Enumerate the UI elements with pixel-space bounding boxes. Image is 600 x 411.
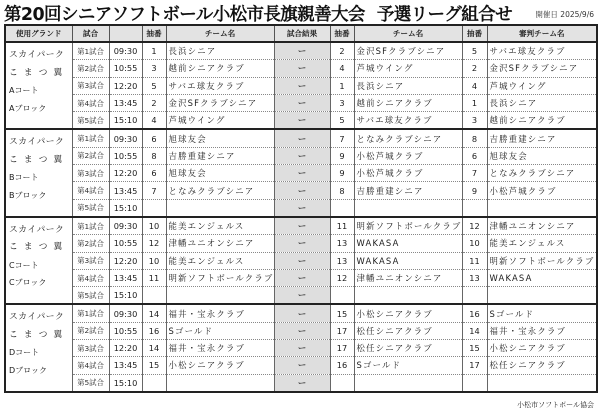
draw-number-2: 1 <box>330 77 354 94</box>
game-result: ー <box>274 217 330 235</box>
col-header-time <box>109 25 142 42</box>
draw-number-2: 16 <box>330 357 354 374</box>
team-1 <box>166 287 274 305</box>
col-header-game: 試合 <box>72 25 109 42</box>
team-1: Sゴールド <box>166 322 274 339</box>
draw-number-2: 7 <box>330 129 354 147</box>
umpire-team: 芦城ウイング <box>487 77 597 94</box>
table-row <box>5 269 597 286</box>
game-label: 第3試合 <box>72 165 109 182</box>
table-row <box>5 182 597 199</box>
umpire-draw-number: 14 <box>462 322 487 339</box>
court-label: Cコート <box>9 260 39 270</box>
table-row <box>5 217 597 235</box>
block-label: Aブロック <box>9 103 47 113</box>
team-2: 金沢SFクラブシニア <box>354 42 462 60</box>
game-time: 09:30 <box>109 217 142 235</box>
game-time: 15:10 <box>109 199 142 217</box>
ground-subname: こまつ翼 <box>9 242 69 253</box>
game-label: 第5試合 <box>72 287 109 305</box>
game-label: 第1試合 <box>72 129 109 147</box>
draw-number-1: 14 <box>142 340 166 357</box>
ground-subname: こまつ翼 <box>9 67 69 78</box>
col-header-team1: チーム名 <box>166 25 274 42</box>
team-1: 旭球友会 <box>166 129 274 147</box>
game-time: 12:20 <box>109 77 142 94</box>
draw-number-2: 9 <box>330 165 354 182</box>
col-header-team2: チーム名 <box>354 25 462 42</box>
game-label: 第5試合 <box>72 374 109 392</box>
draw-number-2: 13 <box>330 252 354 269</box>
umpire-team: Sゴールド <box>487 304 597 322</box>
game-result: ー <box>274 304 330 322</box>
umpire-draw-number: 8 <box>462 129 487 147</box>
game-time: 13:45 <box>109 357 142 374</box>
team-1: 金沢SFクラブシニア <box>166 94 274 111</box>
team-1: 小松シニアクラブ <box>166 357 274 374</box>
game-result: ー <box>274 287 330 305</box>
umpire-draw-number: 7 <box>462 165 487 182</box>
team-2: 松任シニアクラブ <box>354 340 462 357</box>
table-row <box>5 60 597 77</box>
game-result: ー <box>274 357 330 374</box>
draw-number-2 <box>330 199 354 217</box>
game-time: 15:10 <box>109 287 142 305</box>
game-label: 第5試合 <box>72 112 109 130</box>
table-row <box>5 252 597 269</box>
umpire-team: 明新ソフトボールクラブ <box>487 252 597 269</box>
draw-number-2: 3 <box>330 94 354 111</box>
ground-name: スカイパーク <box>9 312 65 323</box>
table-row <box>5 340 597 357</box>
game-time: 15:10 <box>109 374 142 392</box>
game-result: ー <box>274 94 330 111</box>
umpire-draw-number: 11 <box>462 252 487 269</box>
ground-cell <box>5 217 72 304</box>
draw-number-1: 10 <box>142 252 166 269</box>
court-label: Dコート <box>9 348 40 358</box>
umpire-team: 長浜シニア <box>487 94 597 111</box>
page-title <box>4 1 512 26</box>
team-2: 津幡ユニオンシニア <box>354 269 462 286</box>
game-label: 第2試合 <box>72 60 109 77</box>
table-row <box>5 165 597 182</box>
table-row <box>5 129 597 147</box>
game-result: ー <box>274 199 330 217</box>
umpire-draw-number: 4 <box>462 77 487 94</box>
team-2: 明新ソフトボールクラブ <box>354 217 462 235</box>
team-2 <box>354 374 462 392</box>
ground-subname: こまつ翼 <box>9 154 69 165</box>
table-row <box>5 304 597 322</box>
draw-number-1: 4 <box>142 112 166 130</box>
game-label: 第4試合 <box>72 94 109 111</box>
draw-number-1: 7 <box>142 182 166 199</box>
game-label: 第1試合 <box>72 304 109 322</box>
game-time: 10:55 <box>109 235 142 252</box>
umpire-draw-number: 12 <box>462 217 487 235</box>
draw-number-1: 6 <box>142 165 166 182</box>
team-1: 越前シニアクラブ <box>166 60 274 77</box>
team-1: となみクラブシニア <box>166 182 274 199</box>
umpire-draw-number <box>462 374 487 392</box>
game-time: 09:30 <box>109 129 142 147</box>
umpire-team <box>487 374 597 392</box>
draw-number-1: 6 <box>142 129 166 147</box>
team-1 <box>166 199 274 217</box>
umpire-draw-number: 10 <box>462 235 487 252</box>
game-label: 第2試合 <box>72 147 109 164</box>
umpire-team: 小松シニアクラブ <box>487 340 597 357</box>
game-label: 第4試合 <box>72 182 109 199</box>
team-1: 福井・宝永クラブ <box>166 304 274 322</box>
game-time: 10:55 <box>109 60 142 77</box>
team-1: 長浜シニア <box>166 42 274 60</box>
draw-number-2 <box>330 287 354 305</box>
team-1: 吉勝重建シニア <box>166 147 274 164</box>
ground-cell <box>5 304 72 391</box>
game-result: ー <box>274 252 330 269</box>
team-1: 福井・宝永クラブ <box>166 340 274 357</box>
team-2: 芦城ウイング <box>354 60 462 77</box>
draw-number-2 <box>330 374 354 392</box>
draw-number-2: 15 <box>330 304 354 322</box>
team-1: 能美エンジェルス <box>166 252 274 269</box>
game-result: ー <box>274 165 330 182</box>
umpire-draw-number: 9 <box>462 182 487 199</box>
umpire-team: 吉勝重建シニア <box>487 129 597 147</box>
team-2: となみクラブシニア <box>354 129 462 147</box>
draw-number-2: 9 <box>330 147 354 164</box>
draw-number-1 <box>142 199 166 217</box>
game-time: 12:20 <box>109 165 142 182</box>
umpire-team: サバエ球友クラブ <box>487 42 597 60</box>
umpire-draw-number: 13 <box>462 269 487 286</box>
table-row <box>5 77 597 94</box>
team-2: 小松芦城クラブ <box>354 165 462 182</box>
game-time: 12:20 <box>109 252 142 269</box>
organizer-credit: 小松市ソフトボール協会 <box>517 401 594 409</box>
game-result: ー <box>274 182 330 199</box>
umpire-team: 福井・宝永クラブ <box>487 322 597 339</box>
event-date: 開催日 2025/9/6 <box>535 10 594 19</box>
team-2: 松任シニアクラブ <box>354 322 462 339</box>
table-row <box>5 112 597 130</box>
game-result: ー <box>274 269 330 286</box>
team-1 <box>166 374 274 392</box>
col-header-draw-umpire: 抽番 <box>462 25 487 42</box>
umpire-team: 越前シニアクラブ <box>487 112 597 130</box>
draw-number-1: 3 <box>142 60 166 77</box>
table-row <box>5 235 597 252</box>
team-2: 吉勝重建シニア <box>354 182 462 199</box>
game-result: ー <box>274 129 330 147</box>
draw-number-1: 16 <box>142 322 166 339</box>
block-label: Dブロック <box>9 365 47 375</box>
game-time: 15:10 <box>109 112 142 130</box>
court-label: Aコート <box>9 86 39 95</box>
game-label: 第2試合 <box>72 322 109 339</box>
team-2: 長浜シニア <box>354 77 462 94</box>
tournament-title: 第20回シニアソフトボール小松市長旗親善大会 <box>4 5 365 25</box>
col-header-result: 試合結果 <box>274 25 330 42</box>
draw-number-1: 14 <box>142 304 166 322</box>
game-label: 第3試合 <box>72 77 109 94</box>
game-time: 09:30 <box>109 304 142 322</box>
page-subtitle: 予選リーグ組合せ <box>376 5 513 25</box>
umpire-draw-number: 17 <box>462 357 487 374</box>
umpire-team <box>487 287 597 305</box>
ground-name: スカイパーク <box>9 50 65 60</box>
game-label: 第3試合 <box>72 340 109 357</box>
game-label: 第5試合 <box>72 199 109 217</box>
table-row <box>5 374 597 392</box>
draw-number-2: 12 <box>330 269 354 286</box>
game-result: ー <box>274 112 330 130</box>
team-1: 芦城ウイング <box>166 112 274 130</box>
umpire-draw-number: 3 <box>462 112 487 130</box>
table-header-row <box>5 25 597 42</box>
game-result: ー <box>274 340 330 357</box>
table-row <box>5 42 597 60</box>
team-1: 明新ソフトボールクラブ <box>166 269 274 286</box>
schedule-table <box>4 24 598 393</box>
court-label: Bコート <box>9 173 39 183</box>
game-time: 12:20 <box>109 340 142 357</box>
draw-number-1: 10 <box>142 217 166 235</box>
ground-name: スカイパーク <box>9 224 65 235</box>
draw-number-1: 1 <box>142 42 166 60</box>
umpire-team: 旭球友会 <box>487 147 597 164</box>
col-header-draw2: 抽番 <box>330 25 354 42</box>
team-2: WAKASA <box>354 235 462 252</box>
umpire-team: 能美エンジェルス <box>487 235 597 252</box>
game-time: 09:30 <box>109 42 142 60</box>
umpire-draw-number <box>462 199 487 217</box>
umpire-team: となみクラブシニア <box>487 165 597 182</box>
team-2: 越前シニアクラブ <box>354 94 462 111</box>
umpire-draw-number: 2 <box>462 60 487 77</box>
game-result: ー <box>274 235 330 252</box>
team-2: 小松シニアクラブ <box>354 304 462 322</box>
draw-number-1: 11 <box>142 269 166 286</box>
draw-number-1: 15 <box>142 357 166 374</box>
umpire-team: 金沢SFクラブシニア <box>487 60 597 77</box>
col-header-umpire-team: 審判チーム名 <box>487 25 597 42</box>
draw-number-2: 4 <box>330 60 354 77</box>
umpire-draw-number: 6 <box>462 147 487 164</box>
game-time: 10:55 <box>109 147 142 164</box>
game-label: 第1試合 <box>72 42 109 60</box>
draw-number-2: 17 <box>330 340 354 357</box>
draw-number-1: 2 <box>142 94 166 111</box>
draw-number-1 <box>142 287 166 305</box>
draw-number-2: 13 <box>330 235 354 252</box>
table-row <box>5 357 597 374</box>
umpire-team: 松任シニアクラブ <box>487 357 597 374</box>
col-header-ground: 使用グランド <box>5 25 72 42</box>
game-result: ー <box>274 147 330 164</box>
draw-number-2: 8 <box>330 182 354 199</box>
umpire-draw-number: 1 <box>462 94 487 111</box>
game-result: ー <box>274 322 330 339</box>
block-label: Cブロック <box>9 278 47 288</box>
game-label: 第4試合 <box>72 269 109 286</box>
umpire-team: WAKASA <box>487 269 597 286</box>
umpire-draw-number: 16 <box>462 304 487 322</box>
ground-name: スカイパーク <box>9 137 65 148</box>
team-2: 小松芦城クラブ <box>354 147 462 164</box>
ground-cell <box>5 129 72 216</box>
draw-number-2: 5 <box>330 112 354 130</box>
team-1: 能美エンジェルス <box>166 217 274 235</box>
game-result: ー <box>274 374 330 392</box>
table-row <box>5 94 597 111</box>
draw-number-1 <box>142 374 166 392</box>
table-row <box>5 147 597 164</box>
umpire-draw-number <box>462 287 487 305</box>
game-time: 13:45 <box>109 269 142 286</box>
block-label: Bブロック <box>9 190 47 200</box>
game-time: 13:45 <box>109 94 142 111</box>
draw-number-1: 5 <box>142 77 166 94</box>
umpire-team: 津幡ユニオンシニア <box>487 217 597 235</box>
team-2: サバエ球友クラブ <box>354 112 462 130</box>
ground-subname: こまつ翼 <box>9 329 69 340</box>
umpire-team <box>487 199 597 217</box>
draw-number-2: 17 <box>330 322 354 339</box>
table-row <box>5 322 597 339</box>
draw-number-1: 8 <box>142 147 166 164</box>
game-time: 13:45 <box>109 182 142 199</box>
draw-number-2: 2 <box>330 42 354 60</box>
col-header-draw1: 抽番 <box>142 25 166 42</box>
draw-number-1: 12 <box>142 235 166 252</box>
team-1: サバエ球友クラブ <box>166 77 274 94</box>
team-2 <box>354 199 462 217</box>
game-result: ー <box>274 77 330 94</box>
umpire-draw-number: 5 <box>462 42 487 60</box>
team-1: 旭球友会 <box>166 165 274 182</box>
game-result: ー <box>274 42 330 60</box>
table-row <box>5 287 597 305</box>
team-2: WAKASA <box>354 252 462 269</box>
game-label: 第1試合 <box>72 217 109 235</box>
game-time: 10:55 <box>109 322 142 339</box>
game-result: ー <box>274 60 330 77</box>
umpire-draw-number: 15 <box>462 340 487 357</box>
game-label: 第3試合 <box>72 252 109 269</box>
game-label: 第2試合 <box>72 235 109 252</box>
ground-cell <box>5 42 72 129</box>
draw-number-2: 11 <box>330 217 354 235</box>
team-2: Sゴールド <box>354 357 462 374</box>
team-2 <box>354 287 462 305</box>
team-1: 津幡ユニオンシニア <box>166 235 274 252</box>
table-row <box>5 199 597 217</box>
umpire-team: 小松芦城クラブ <box>487 182 597 199</box>
game-label: 第4試合 <box>72 357 109 374</box>
